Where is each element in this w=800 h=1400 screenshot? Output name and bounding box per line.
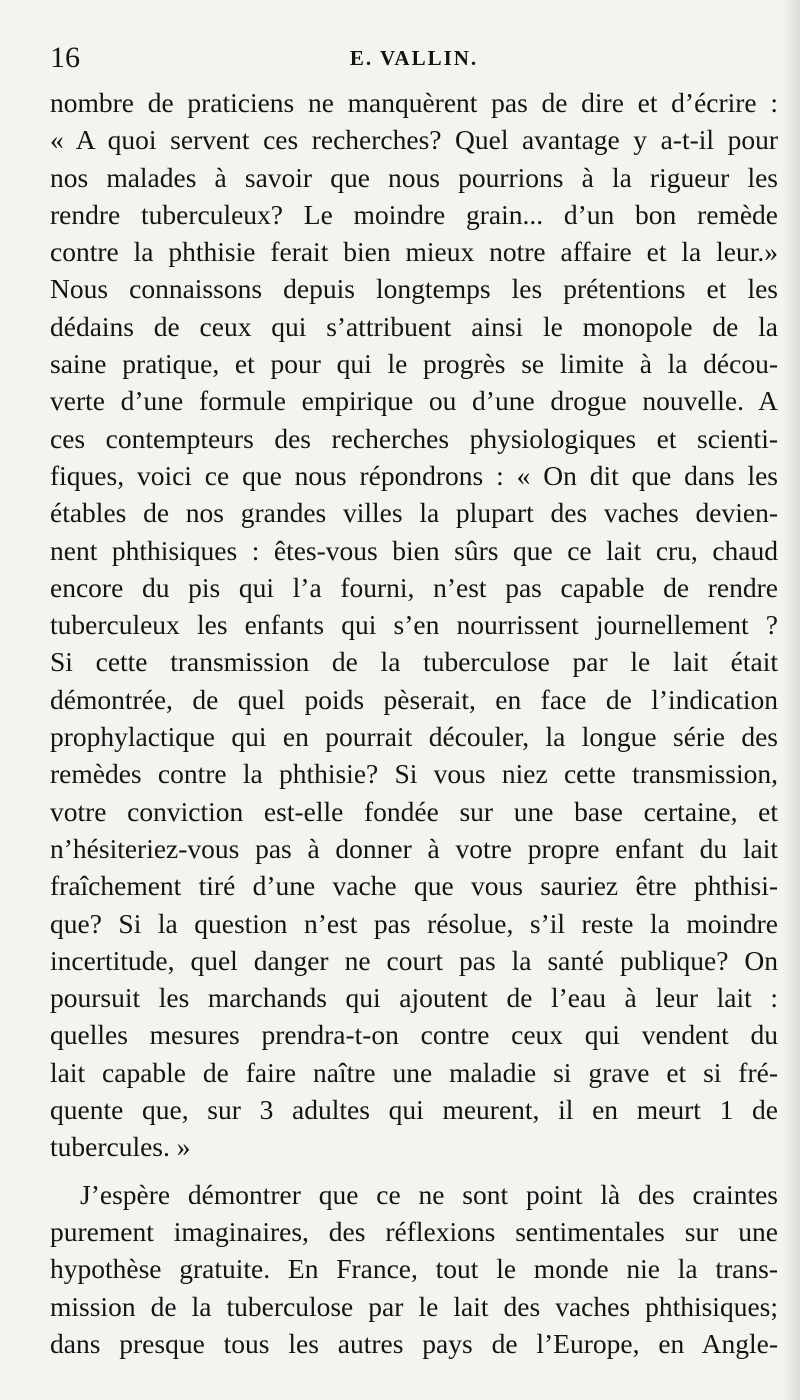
text-line: « A quoi servent ces recherches? Quel avantage y a-t-il pour (50, 124, 778, 156)
text-line: contre la phthisie ferait bien mieux notre affaire et la leur.» (50, 236, 778, 268)
text-line: dans presque tous les autres pays de l’Europe, en Angle- (50, 1327, 778, 1359)
text-line: Nous connaissons depuis longtemps les prétentions et les (50, 273, 778, 305)
page-edge-shadow (782, 0, 800, 1400)
text-line: tuberculeux les enfants qui s’en nourrissent journellement ? (50, 609, 778, 641)
text-line: poursuit les marchands qui ajoutent de l’eau à leur lait : (50, 982, 778, 1014)
text-line: remèdes contre la phthisie? Si vous niez cette transmission, (50, 758, 778, 790)
page-number: 16 (50, 41, 80, 74)
paragraph-2 (50, 1176, 778, 1362)
text-line: verte d’une formule empirique ou d’une drogue nouvelle. A (50, 385, 778, 417)
text-line: saine pratique, et pour qui le progrès se limite à la décou- (50, 348, 778, 380)
paragraph-gap (50, 1166, 778, 1176)
text-line: nent phthisiques : êtes-vous bien sûrs que ce lait cru, chaud (50, 534, 778, 566)
running-head: E. VALLIN. (349, 46, 479, 70)
text-line: ces contempteurs des recherches physiologiques et scienti- (50, 422, 778, 454)
text-line: prophylactique qui en pourrait découler, la longue série des (50, 721, 778, 753)
text-line: nos malades à savoir que nous pourrions à la rigueur les (50, 161, 778, 193)
text-line: dédains de ceux qui s’attribuent ainsi le monopole de la (50, 310, 778, 342)
text-line: votre conviction est-elle fondée sur une base certaine, et (50, 795, 778, 827)
text-line: étables de nos grandes villes la plupart des vaches devien- (50, 497, 778, 529)
text-line: fiques, voici ce que nous répondrons : « On dit que dans les (50, 459, 778, 491)
paragraph-1 (50, 84, 778, 1166)
text-line: quelles mesures prendra-t-on contre ceux qui vendent du (50, 1019, 778, 1051)
text-line: hypothèse gratuite. En France, tout le monde nie la trans- (50, 1253, 778, 1285)
text-line: mission de la tuberculose par le lait des vaches phthisiques; (50, 1290, 778, 1322)
text-line: n’hésiteriez-vous pas à donner à votre propre enfant du lait (50, 832, 778, 864)
body-text (50, 84, 778, 1362)
page-header (50, 38, 778, 78)
text-line: encore du pis qui l’a fourni, n’est pas capable de rendre (50, 571, 778, 603)
text-line: J’espère démontrer que ce ne sont point là des craintes (80, 1178, 778, 1210)
text-line: incertitude, quel danger ne court pas la santé publique? On (50, 944, 778, 976)
text-line: quente que, sur 3 adultes qui meurent, il en meurt 1 de (50, 1094, 778, 1126)
text-line: lait capable de faire naître une maladie si grave et si fré- (50, 1056, 778, 1088)
text-line: tubercules. » (50, 1131, 191, 1163)
text-line: rendre tuberculeux? Le moindre grain... d’un bon remède (50, 198, 778, 230)
text-line: que? Si la question n’est pas résolue, s’il reste la moindre (50, 907, 778, 939)
text-line: nombre de praticiens ne manquèrent pas de dire et d’écrire : (50, 87, 778, 118)
text-line: Si cette transmission de la tuberculose par le lait était (50, 646, 778, 678)
text-line: purement imaginaires, des réflexions sentimentales sur une (50, 1215, 778, 1247)
text-line: démontrée, de quel poids pèserait, en face de l’indication (50, 683, 778, 715)
text-line: fraîchement tiré d’une vache que vous sauriez être phthisi- (50, 870, 778, 902)
